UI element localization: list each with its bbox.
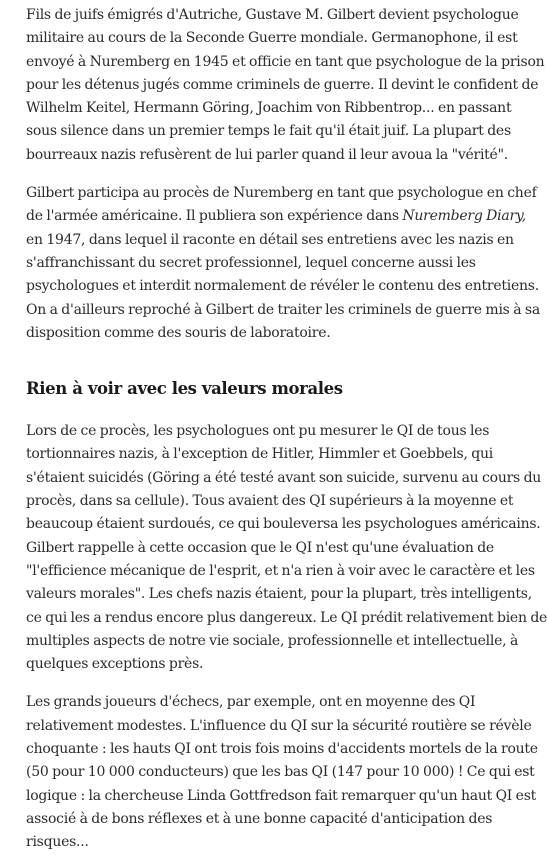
text-line: militaire au cours de la Seconde Guerre mondiale. Germanophone, il est [26, 30, 518, 47]
paragraph-nuremberg-trial [26, 182, 540, 345]
text-line: "l'efficience mécanique de l'esprit, et n'a rien à voir avec le caractère et les [26, 562, 535, 579]
text-line: pour les détenus jugés comme criminels de guerre. Il devint le confident de [26, 76, 539, 93]
paragraph-gilbert-biography [26, 4, 545, 167]
text-line: psychologues et interdit normalement de révéler le contenu des entretiens. [26, 278, 539, 295]
text-line: associé à de bons réflexes et à une bonne capacité d'anticipation des [26, 810, 493, 827]
text-line: Gilbert rappelle à cette occasion que le QI n'est qu'une évaluation de [26, 539, 494, 556]
paragraph-iq-measurement [26, 420, 547, 676]
text-line: quelques exceptions près. [26, 656, 204, 673]
text-line: s'affranchissant du secret professionnel, lequel concerne aussi les [26, 254, 476, 271]
text-line: multiples aspects de notre vie sociale, professionnelle et intellectuelle, à [26, 632, 519, 649]
text-line: s'étaient suicidés (Göring a été testé avant son suicide, survenu au cours du [26, 469, 542, 486]
text-line: beaucoup étaient surdoués, ce qui bouleversa les psychologues américains. [26, 516, 541, 533]
text-line: choquante : les hauts QI ont trois fois moins d'accidents mortels de la route [26, 741, 538, 758]
text-line: bourreaux nazis refusèrent de lui parler quand il leur avoua la "vérité". [26, 146, 508, 163]
text-line: Les grands joueurs d'échecs, par exemple, ont en moyenne des QI [26, 694, 476, 711]
text-line: relativement modestes. L'influence du QI sur la sécurité routière se révèle [26, 717, 532, 734]
text-line: disposition comme des souris de laboratoire. [26, 324, 331, 341]
text-line: valeurs morales". Les chefs nazis étaient, pour la plupart, très intelligents, [26, 586, 532, 603]
text-line: logique : la chercheuse Linda Gottfredson fait remarquer qu'un haut QI est [26, 787, 537, 804]
text-line: Lors de ce procès, les psychologues ont pu mesurer le QI de tous les [26, 423, 490, 440]
book-title: Nuremberg Diary, [402, 208, 526, 225]
text-line: (50 pour 10 000 conducteurs) que les bas QI (147 pour 10 000) ! Ce qui est [26, 764, 535, 781]
text-line: risques... [26, 834, 89, 851]
text-line: tortionnaires nazis, à l'exception de Hitler, Himmler et Goebbels, qui [26, 446, 493, 463]
article-body [26, 4, 547, 855]
text-line: en 1947, dans lequel il raconte en détail ses entretiens avec les nazis en [26, 231, 514, 248]
text-line: On a d'ailleurs reproché à Gilbert de traiter les criminels de guerre mis à sa [26, 301, 540, 318]
text-line: envoyé à Nuremberg en 1945 et officie en tant que psychologue de la prison [26, 53, 545, 70]
text-line: Fils de juifs émigrés d'Autriche, Gustave M. Gilbert devient psychologue [26, 7, 519, 23]
section-heading: Rien à voir avec les valeurs morales [26, 379, 343, 399]
text-line: Gilbert participa au procès de Nuremberg en tant que psychologue en chef [26, 185, 537, 202]
text-line: ce qui les a rendus encore plus dangereux. Le QI prédit relativement bien de [26, 609, 547, 626]
paragraph-chess-and-driving [26, 691, 538, 854]
text-line: Wilhelm Keitel, Hermann Göring, Joachim von Ribbentrop... en passant [26, 100, 512, 117]
text-segment: de l'armée américaine. Il publiera son expérience dans [26, 208, 403, 225]
text-line [26, 205, 526, 228]
text-line: sous silence dans un premier temps le fait qu'il était juif. La plupart des [26, 123, 511, 140]
text-line: procès, dans sa cellule). Tous avaient des QI supérieurs à la moyenne et [26, 493, 514, 510]
